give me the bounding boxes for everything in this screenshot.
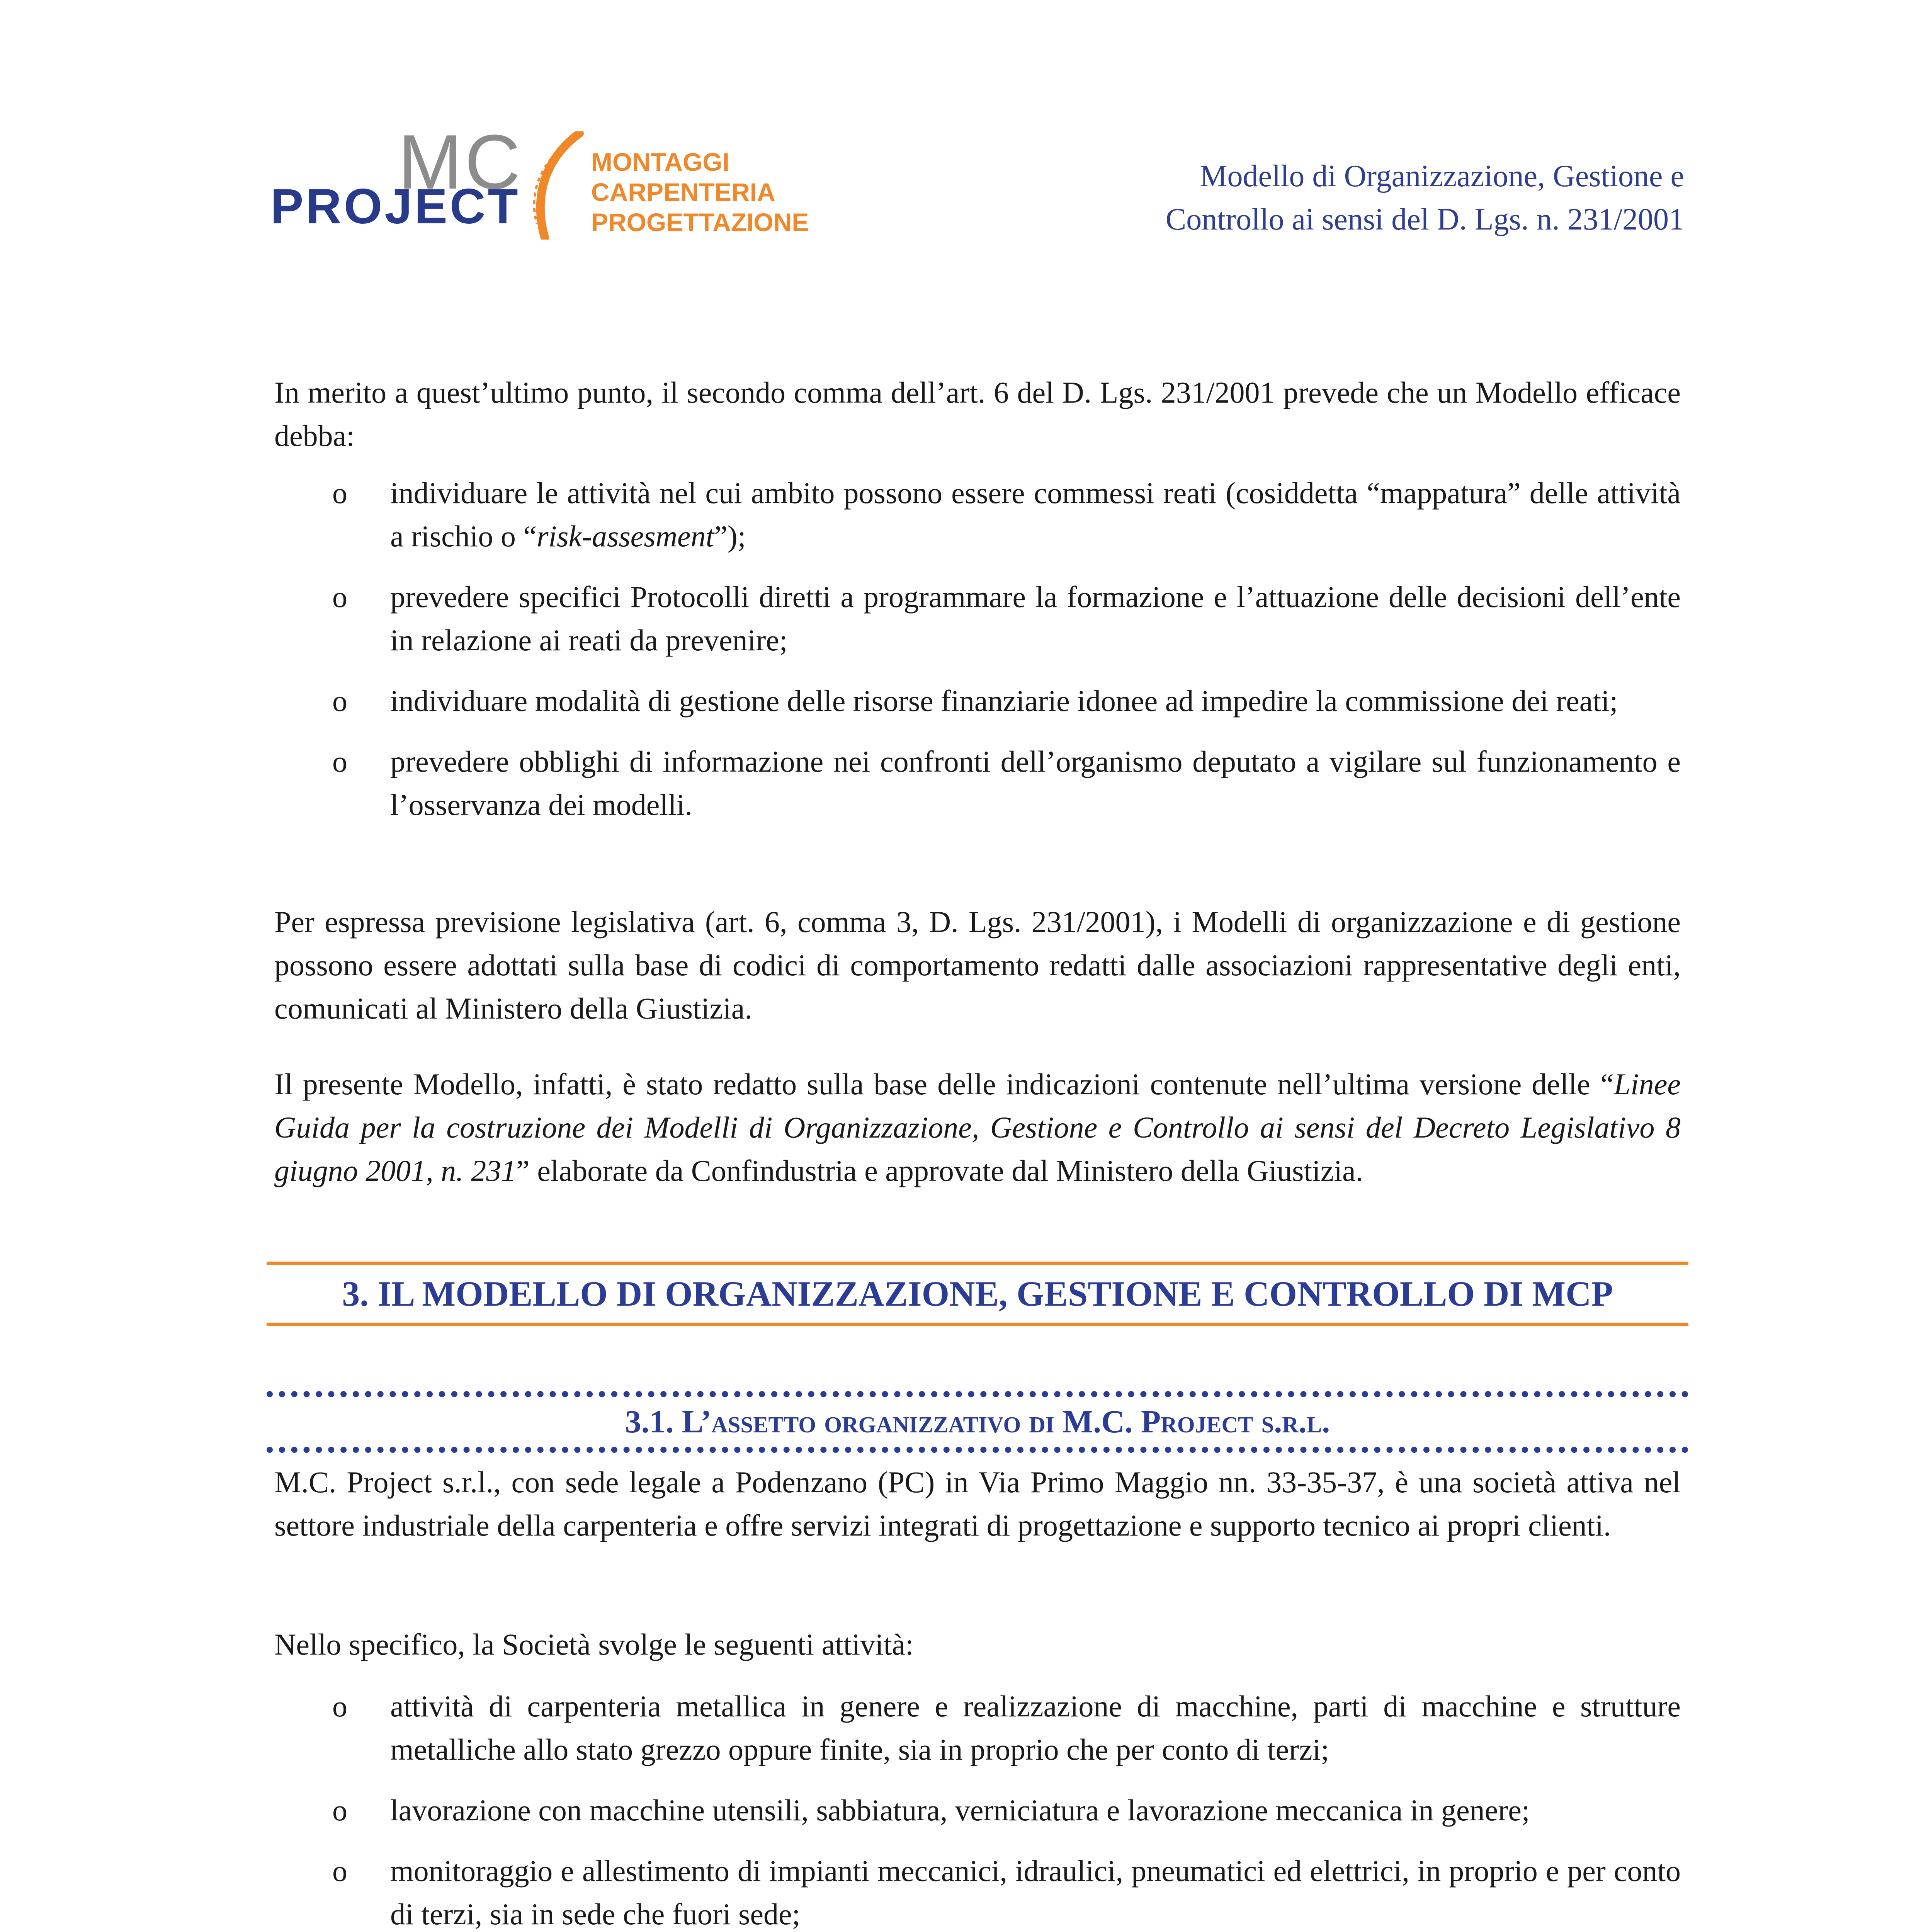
- intro-bullet-list: [274, 471, 1681, 844]
- activities-bullet-list: [274, 1685, 1681, 1932]
- list-item: [274, 1789, 1681, 1832]
- bullet-mark: o: [332, 1793, 347, 1827]
- list-item-text: attività di carpenteria metallica in genere e realizzazione di macchine, parti di macchine e strutture metalliche allo stato grezzo oppure finite, sia in proprio che per conto di terzi;: [390, 1689, 1681, 1766]
- paragraph-italic: Linee Guida per la costruzione dei Modelli di Organizzazione, Gestione e Controllo ai sensi del Decreto Legislativo 8 giugno 2001, n. 231: [274, 1067, 1681, 1187]
- section-3-1-heading: 3.1. L’assetto organizzativo di M.C. Project s.r.l.: [267, 1391, 1688, 1453]
- intro-paragraph: In merito a quest’ultimo punto, il secondo comma dell’art. 6 del D. Lgs. 231/2001 prevede che un Modello efficace debba:: [274, 376, 1681, 452]
- paragraph-text: ” elaborate da Confindustria e approvate dal Ministero della Giustizia.: [516, 1154, 1363, 1187]
- bullet-mark: o: [332, 684, 347, 718]
- company-logo: [270, 119, 819, 240]
- list-item: [274, 471, 1681, 558]
- list-item: [274, 740, 1681, 827]
- logo-swoosh-icon: [522, 131, 587, 240]
- legislative-paragraph: Per espressa previsione legislativa (art. 6, comma 3, D. Lgs. 231/2001), i Modelli di organizzazione e di gestione possono essere adottati sulla base di codici di comportamento redatti dalle associazioni rappresentative degli enti, comunicati al Ministero della Giustizia.: [274, 905, 1681, 1025]
- list-item-italic: risk-assesment: [537, 519, 714, 553]
- header-title-line1: Modello di Organizzazione, Gestione e: [1200, 159, 1684, 193]
- list-item: [274, 575, 1681, 662]
- logo-mc-text: MC: [398, 119, 523, 205]
- guidelines-paragraph: [274, 1063, 1681, 1192]
- logo-project-text: PROJECT: [270, 179, 520, 234]
- list-item-text: lavorazione con macchine utensili, sabbiatura, verniciatura e lavorazione meccanica in genere;: [390, 1793, 1530, 1827]
- list-item-text: prevedere obblighi di informazione nei confronti dell’organismo deputato a vigilare sul funzionamento e l’osservanza dei modelli.: [390, 745, 1681, 821]
- header-title-line2: Controllo ai sensi del D. Lgs. n. 231/2001: [1165, 202, 1684, 236]
- list-item-text: monitoraggio e allestimento di impianti meccanici, idraulici, pneumatici ed elettrici, in proprio e per conto di terzi, sia in sede che fuori sede;: [390, 1854, 1681, 1931]
- logo-tagline-line: PROGETTAZIONE: [591, 208, 809, 236]
- list-item-text: ”);: [714, 519, 746, 553]
- list-item-text: individuare modalità di gestione delle risorse finanziarie idonee ad impedire la commissione dei reati;: [390, 684, 1618, 718]
- list-item-text: individuare le attività nel cui ambito possono essere commessi reati (cosiddetta “mappatura” delle attività a rischio o “: [390, 476, 1681, 553]
- bullet-mark: o: [332, 745, 347, 778]
- header-title: [1166, 155, 1684, 241]
- list-item: [274, 1849, 1681, 1932]
- bullet-mark: o: [332, 580, 347, 614]
- logo-tagline-line: MONTAGGI: [591, 148, 730, 176]
- bullet-mark: o: [332, 1854, 347, 1888]
- logo-tagline: [591, 147, 809, 237]
- list-item: [274, 679, 1681, 723]
- bullet-mark: o: [332, 476, 347, 510]
- logo-tagline-line: CARPENTERIA: [591, 178, 775, 206]
- paragraph-text: Il presente Modello, infatti, è stato redatto sulla base delle indicazioni contenute nell’ultima versione delle “: [274, 1067, 1614, 1101]
- list-item: [274, 1685, 1681, 1771]
- activities-intro-paragraph: Nello specifico, la Società svolge le seguenti attività:: [274, 1628, 914, 1661]
- section-3-heading: 3. IL MODELLO DI ORGANIZZAZIONE, GESTIONE E CONTROLLO DI MCP: [267, 1262, 1688, 1326]
- company-description-paragraph: M.C. Project s.r.l., con sede legale a Podenzano (PC) in Via Primo Maggio nn. 33-35-37, è una società attiva nel settore industriale della carpenteria e offre servizi integrati di progettazione e supporto tecnico ai propri clienti.: [274, 1465, 1681, 1542]
- bullet-mark: o: [332, 1689, 347, 1723]
- list-item-text: prevedere specifici Protocolli diretti a programmare la formazione e l’attuazione delle decisioni dell’ente in relazione ai reati da prevenire;: [390, 580, 1681, 657]
